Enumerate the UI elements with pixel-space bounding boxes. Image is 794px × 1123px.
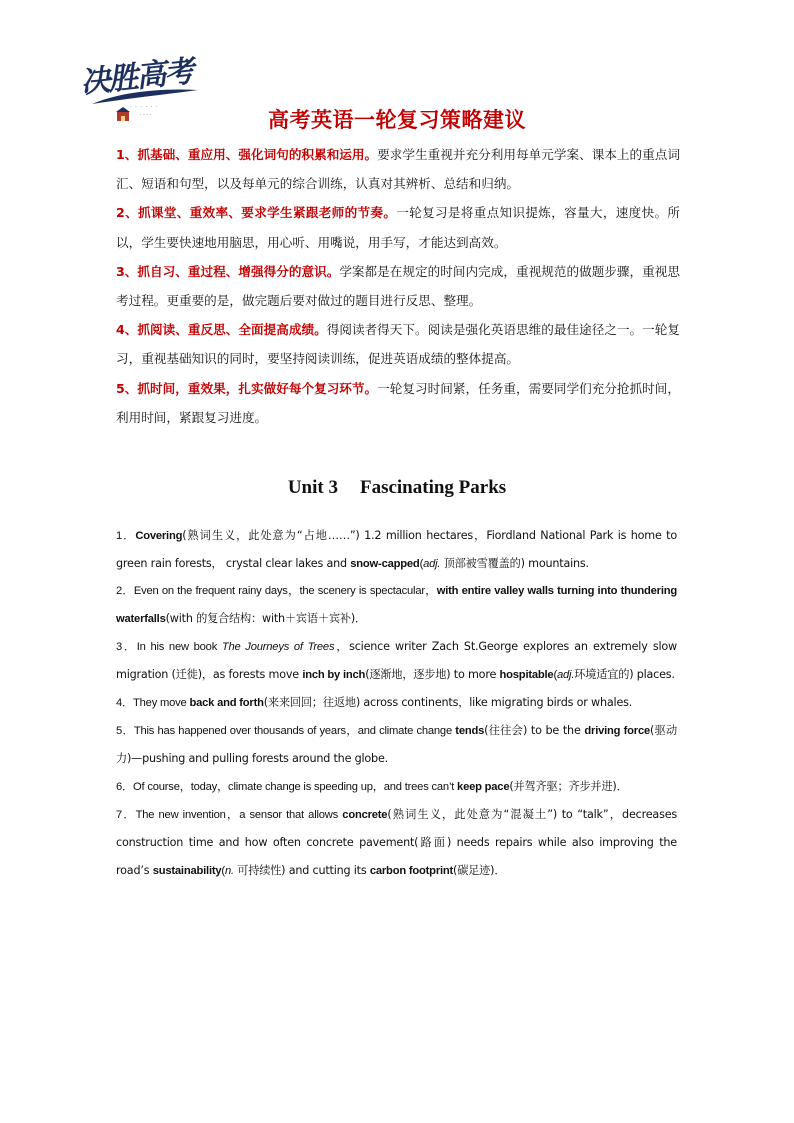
strategy-item — [116, 140, 680, 198]
item-text: (熟词生义，此处意为“占地……”) 1.2 million hectares，Fiordland National Park is home to green rain forests， crystal clear lakes and — [116, 529, 677, 570]
list-item — [116, 578, 677, 633]
strategy-body: 学案都是在规定的时间内完成，重视规范的做题步骤，重视思考过程。更重要的是，做完题后要对做过的题目进行反思、整理。 — [116, 263, 680, 309]
keyword: with entire valley walls turning into thundering waterfalls — [116, 585, 677, 625]
list-item — [116, 801, 677, 885]
keyword: tends — [455, 725, 485, 737]
item-text: They move — [133, 697, 190, 709]
item-text: 可持续性) and cutting its — [233, 864, 370, 877]
keyword: carbon footprint — [369, 865, 454, 877]
item-text: 顶部被雪覆盖的) mountains. — [440, 557, 589, 570]
item-text: (并驾齐驱；齐步并进)． — [509, 780, 628, 793]
strategy-body: 一轮复习时间紧，任务重，需要同学们充分抢抓时间，利用时间，紧跟复习进度。 — [116, 380, 681, 425]
logo-text: 决胜高考 — [78, 54, 194, 101]
strategy-heading: 3、抓自习、重过程、增强得分的意识。 — [116, 263, 340, 279]
item-text: ，science writer Zach St.George explores an extremely slow migration (迁徙)，as forests move — [116, 640, 677, 681]
item-text: (熟词生义，此处意为“混凝土”) to “talk”，decreases construction time and how often concrete pavement(路面) needs repairs while also improving the road’s — [116, 808, 678, 877]
strategy-item — [116, 315, 680, 373]
book-title: The Journeys of Trees — [221, 641, 335, 653]
item-text: (往往会) to be the — [484, 724, 585, 737]
keyword: Covering — [135, 530, 183, 542]
list-item — [116, 689, 677, 717]
keyword: back and forth — [189, 697, 264, 709]
strategy-body: 一轮复习是将重点知识提炼，容量大，速度快。所以，学生要快速地用脑思，用心听、用嘴说，用手写，才能达到高效。 — [116, 205, 681, 250]
item-text: (碳足迹)． — [453, 864, 506, 877]
part-of-speech: n. — [224, 865, 234, 877]
item-text: Even on the frequent rainy days，the scenery is spectacular， — [133, 585, 437, 597]
keyword: concrete — [342, 809, 388, 821]
keyword: keep pace — [457, 781, 510, 793]
item-text: This has happened over thousands of years，and climate change — [133, 725, 456, 737]
strategy-item — [116, 374, 680, 432]
strategy-heading: 5、抓时间，重效果，扎实做好每个复习环节。 — [116, 380, 378, 396]
item-number: 3． — [116, 641, 137, 653]
part-of-speech: adj. — [423, 558, 441, 570]
item-text: The new invention，a sensor that allows — [135, 809, 343, 821]
item-number: 6． — [116, 781, 134, 793]
strategy-list — [116, 140, 680, 432]
keyword: sustainability — [152, 865, 222, 877]
item-number: 5． — [116, 725, 134, 737]
item-text: 环境适宜的) places. — [574, 668, 675, 681]
sentence-list — [116, 522, 677, 885]
unit-name: Fascinating Parks — [359, 477, 507, 498]
list-item — [116, 633, 677, 689]
list-item — [116, 522, 677, 578]
item-number: 1． — [116, 530, 136, 542]
list-item — [116, 773, 677, 801]
part-of-speech: adj. — [557, 669, 575, 681]
item-number: 2． — [116, 585, 134, 597]
item-number: 7． — [116, 809, 136, 821]
unit-number: Unit 3 — [287, 477, 338, 498]
logo-subtitle: · · · · · · — [130, 104, 159, 110]
logo-subtitle-2: · · · · — [140, 112, 152, 118]
strategy-heading: 1、抓基础、重应用、强化词句的积累和运用。 — [116, 147, 378, 162]
item-text: (逐渐地，逐步地) to more — [365, 668, 500, 681]
unit-title — [0, 477, 794, 499]
keyword: hospitable — [499, 669, 554, 681]
item-text: ( — [419, 558, 424, 570]
keyword: snow-capped — [350, 558, 420, 570]
strategy-heading: 4、抓阅读、重反思、全面提高成绩。 — [116, 322, 327, 338]
keyword: driving force — [584, 725, 651, 737]
strategy-heading: 2、抓课堂、重效率、要求学生紧跟老师的节奏。 — [116, 205, 397, 221]
strategy-item — [116, 257, 680, 315]
item-text: In his new book — [136, 641, 222, 653]
item-text: (驱动力)—pushing and pulling forests around the globe. — [116, 724, 677, 765]
strategy-item — [116, 198, 680, 256]
item-text: ( — [553, 669, 557, 681]
page-title: 高考英语一轮复习策略建议 — [268, 108, 526, 132]
keyword: inch by inch — [302, 669, 366, 681]
strategy-body: 得阅读者得天下。阅读是强化英语思维的最佳途径之一。一轮复习，重视基础知识的同时，要坚持阅读训练，促进英语成绩的整体提高。 — [116, 322, 681, 367]
item-text: ( — [221, 865, 225, 877]
strategy-body: 要求学生重视并充分利用每单元学案、课本上的重点词汇、短语和句型，以及每单元的综合训练，认真对其辨析、总结和归纳。 — [116, 147, 681, 192]
list-item — [116, 717, 677, 773]
item-text: Of course，today，climate change is speeding up，and trees can’t — [133, 781, 458, 793]
item-text: (来来回回；往返地) across continents，like migrating birds or whales. — [263, 696, 633, 709]
item-text: (with 的复合结构：with＋宾语＋宾补)． — [165, 612, 367, 625]
item-number: 4． — [116, 697, 134, 709]
